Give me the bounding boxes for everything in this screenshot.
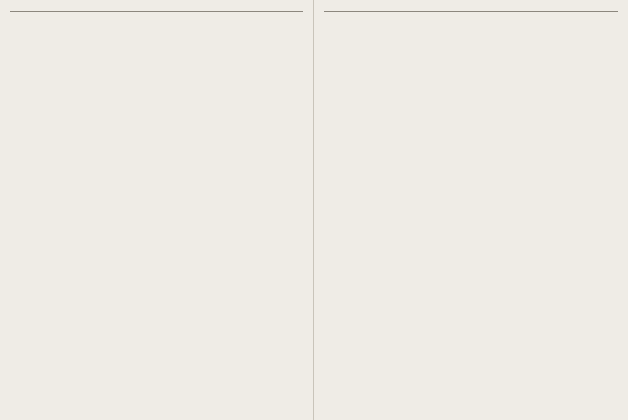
left-column-1 xyxy=(10,18,102,410)
right-column-3 xyxy=(526,18,618,410)
left-columns xyxy=(10,18,303,410)
left-running-head xyxy=(10,8,303,12)
right-column-2 xyxy=(425,18,517,410)
left-column-3 xyxy=(211,18,303,410)
left-column-2 xyxy=(111,18,203,410)
right-running-head xyxy=(324,8,618,12)
right-page xyxy=(314,0,628,420)
right-columns xyxy=(324,18,618,410)
right-column-1 xyxy=(324,18,416,410)
